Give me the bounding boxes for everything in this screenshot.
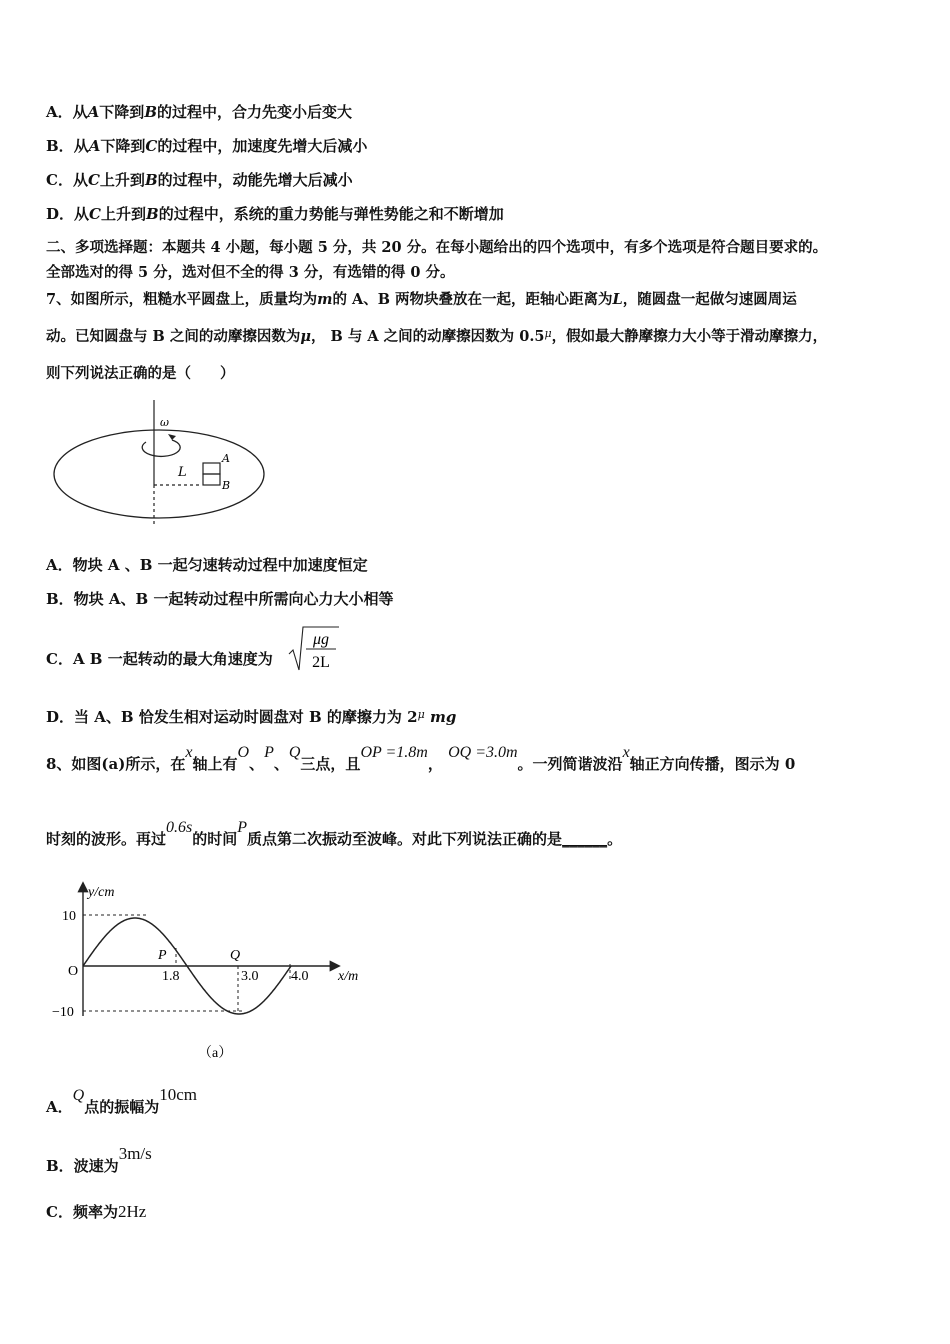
point-p-label: P	[158, 948, 167, 963]
x-tick-3.0: 3.0	[241, 969, 259, 984]
radius-label: L	[178, 465, 187, 480]
svg-text:μg: μg	[312, 631, 330, 648]
origin-label: O	[68, 964, 79, 979]
q7-stem-line3: 则下列说法正确的是（ ）	[46, 365, 235, 382]
sqrt-formula	[288, 622, 340, 674]
q6-option-b: B．从A下降到C的过程中，加速度先增大后减小	[46, 137, 368, 155]
block-b	[203, 474, 220, 485]
wave-chart	[48, 876, 378, 1066]
y-tick-10: 10	[62, 909, 76, 924]
omega-label: ω	[160, 416, 169, 429]
block-a	[203, 463, 220, 474]
q7-option-b: B．物块 A、B 一起转动过程中所需向心力大小相等	[46, 590, 394, 608]
disk-ellipse	[54, 430, 264, 518]
q8-stem-line1: 8、如图(a)所示，在x轴上有O、P、Q三点，且OP =1.8m， OQ =3.0m。一列简谐波沿x轴正方向传播，图示为 0	[46, 744, 796, 773]
section2-heading-line1: 二、多项选择题：本题共 4 小题，每小题 5 分，共 20 分。在每小题给出的四个选项中，有多个选项是符合题目要求的。	[46, 239, 828, 256]
y-tick-neg10: −10	[52, 1005, 74, 1020]
section2-heading-line2: 全部选对的得 5 分，选对但不全的得 3 分，有选错的得 0 分。	[46, 264, 455, 281]
q6-option-c: C．从C上升到B的过程中，动能先增大后减小	[46, 171, 353, 189]
q8-option-a: A．Q点的振幅为10cm	[46, 1085, 197, 1116]
svg-text:2L: 2L	[312, 654, 330, 671]
q7-option-c: C．A B 一起转动的最大角速度为	[46, 650, 273, 668]
q6-option-d: D．从C上升到B的过程中，系统的重力势能与弹性势能之和不断增加	[46, 205, 504, 223]
q8-option-b: B．波速为3m/s	[46, 1144, 152, 1175]
block-a-label: A	[222, 452, 230, 465]
x-tick-4.0: 4.0	[291, 969, 309, 984]
q7-option-d: D．当 A、B 恰发生相对运动时圆盘对 B 的摩擦力为 $2^\mu$ mg	[46, 708, 457, 726]
q7-stem-line2: 动。已知圆盘与 B 之间的动摩擦因数为μ， B 与 A 之间的动摩擦因数为 $0.5^\mu$，假如最大静摩擦力大小等于滑动摩擦力，	[46, 327, 828, 345]
rotation-arrow-icon	[142, 440, 180, 456]
q6-option-a: A．从A下降到B的过程中，合力先变小后变大	[46, 103, 353, 121]
y-axis-label: y/cm	[88, 885, 115, 900]
x-axis-label: x/m	[338, 969, 359, 984]
x-tick-1.8: 1.8	[162, 969, 180, 984]
chart-caption: （a）	[198, 1046, 233, 1061]
q8-stem-line2: 时刻的波形。再过0.6s的时间P质点第二次振动至波峰。对此下列说法正确的是______。	[46, 819, 623, 848]
q7-option-a: A．物块 A 、B 一起匀速转动过程中加速度恒定	[46, 556, 368, 574]
point-q-label: Q	[230, 948, 241, 963]
block-b-label: B	[222, 479, 231, 492]
q8-option-c: C．频率为2Hz	[46, 1202, 147, 1221]
q7-stem-line1: 7、如图所示，粗糙水平圆盘上，质量均为m的 A、B 两物块叠放在一起，距轴心距离为L，随圆盘一起做匀速圆周运	[46, 291, 797, 308]
rotating-disk-figure	[48, 398, 270, 526]
